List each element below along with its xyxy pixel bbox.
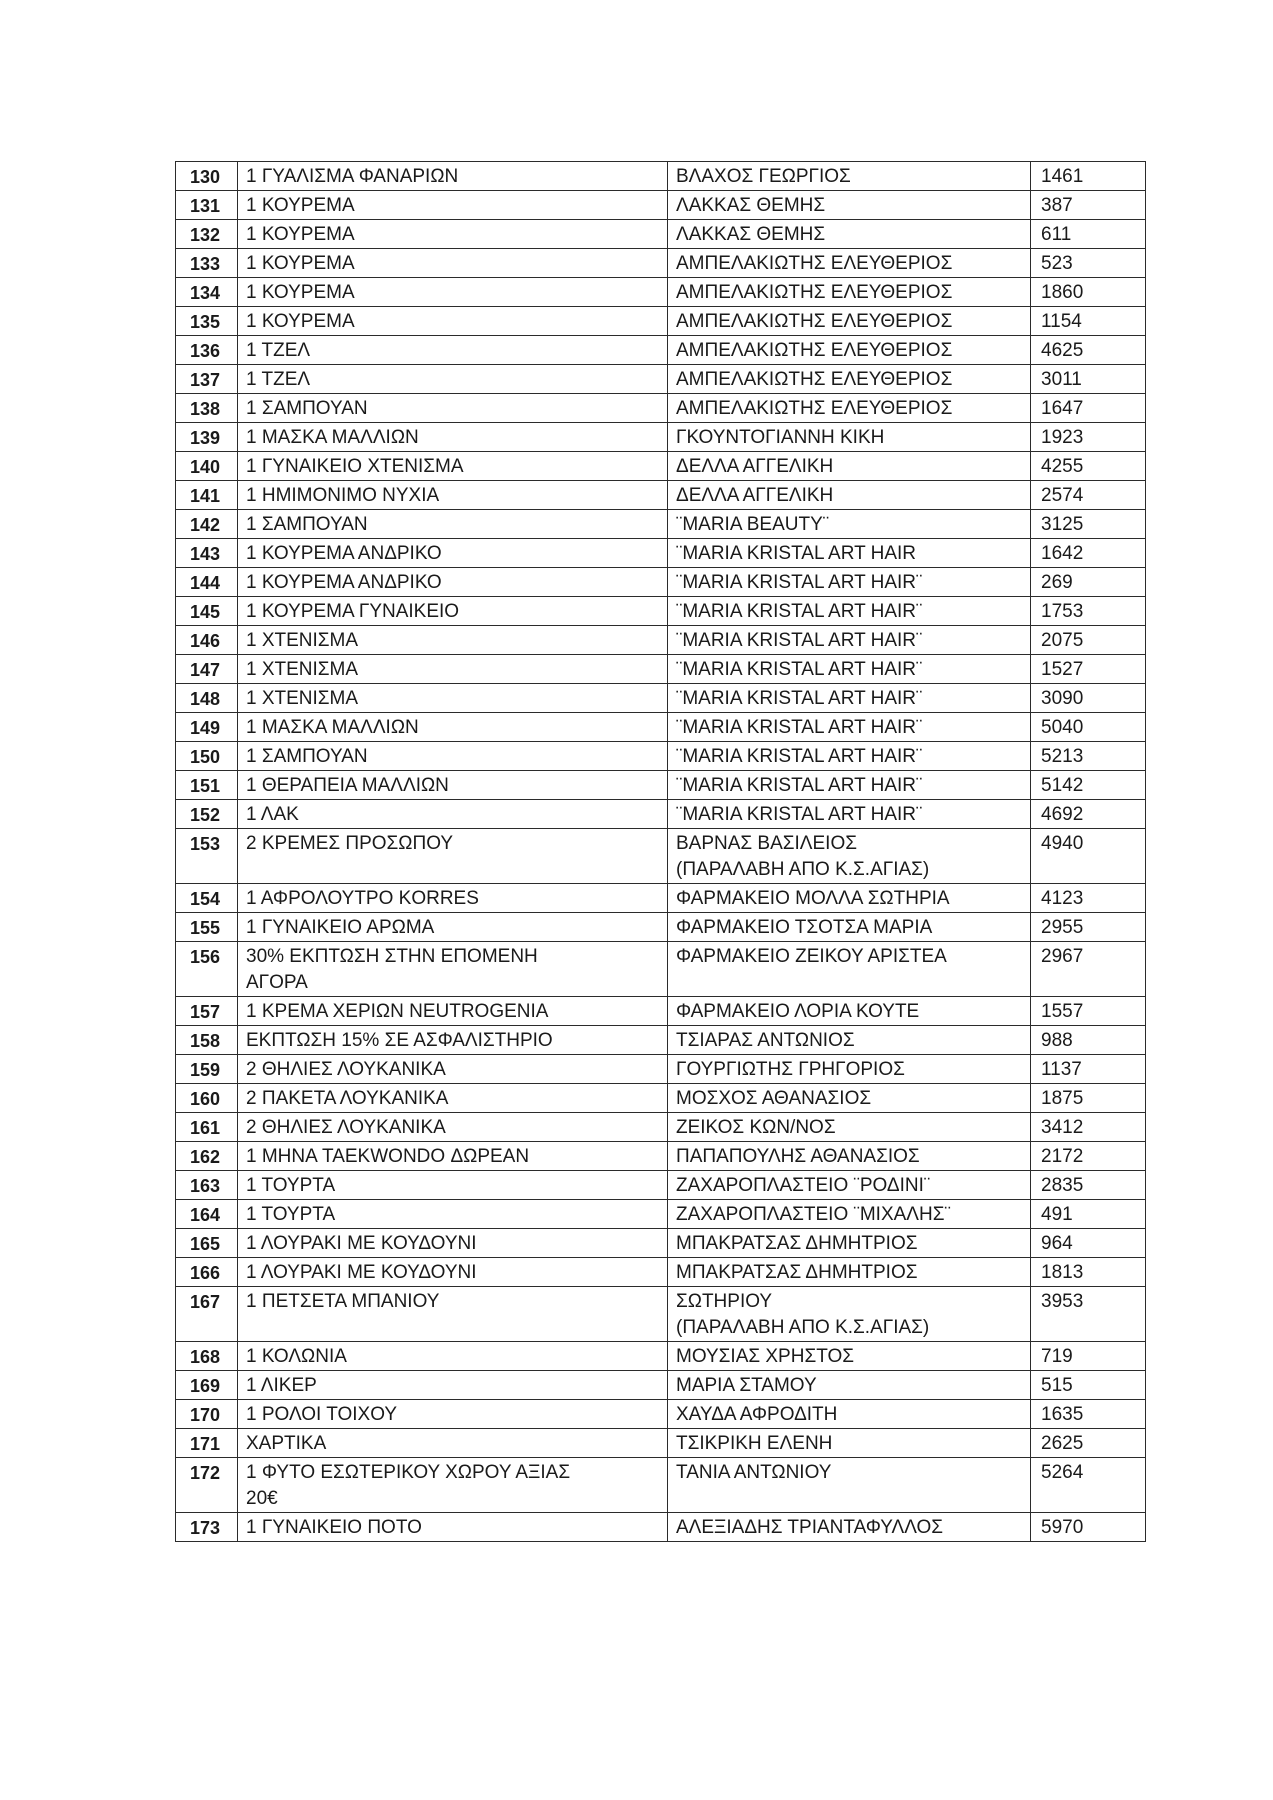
table-row: [176, 1113, 1146, 1142]
table-row: [176, 713, 1146, 742]
row-number: 170: [176, 1400, 238, 1429]
table-row: [176, 365, 1146, 394]
row-number: 131: [176, 191, 238, 220]
ticket-number: 1875: [1031, 1084, 1146, 1113]
sponsor-name: ΠΑΠΑΠΟΥΛΗΣ ΑΘΑΝΑΣΙΟΣ: [668, 1142, 1031, 1171]
sponsor-name: ¨MARIA KRISTAL ART HAIR¨: [668, 626, 1031, 655]
ticket-number: 1154: [1031, 307, 1146, 336]
ticket-number: 5970: [1031, 1513, 1146, 1542]
sponsor-name: ΦΑΡΜΑΚΕΙΟ ΜΟΛΛΑ ΣΩΤΗΡΙΑ: [668, 884, 1031, 913]
prize-item: 1 ΚΟΥΡΕΜΑ ΑΝΔΡΙΚΟ: [238, 568, 668, 597]
table-row: [176, 742, 1146, 771]
table-row: [176, 884, 1146, 913]
ticket-number: 611: [1031, 220, 1146, 249]
row-number: 132: [176, 220, 238, 249]
ticket-number: 491: [1031, 1200, 1146, 1229]
table-row: [176, 1084, 1146, 1113]
ticket-number: 988: [1031, 1026, 1146, 1055]
prize-item: 1 ΚΟΥΡΕΜΑ ΓΥΝΑΙΚΕΙΟ: [238, 597, 668, 626]
prize-item: 2 ΘΗΛΙΕΣ ΛΟΥΚΑΝΙΚΑ: [238, 1055, 668, 1084]
table-row: [176, 626, 1146, 655]
row-number: 155: [176, 913, 238, 942]
prize-item: 1 ΚΟΥΡΕΜΑ: [238, 249, 668, 278]
ticket-number: 4123: [1031, 884, 1146, 913]
table-row: [176, 1400, 1146, 1429]
table-row: [176, 1342, 1146, 1371]
ticket-number: 1557: [1031, 997, 1146, 1026]
row-number: 148: [176, 684, 238, 713]
ticket-number: 523: [1031, 249, 1146, 278]
ticket-number: 3412: [1031, 1113, 1146, 1142]
row-number: 133: [176, 249, 238, 278]
table-row: [176, 1171, 1146, 1200]
ticket-number: 2625: [1031, 1429, 1146, 1458]
table-row: [176, 539, 1146, 568]
ticket-number: 3125: [1031, 510, 1146, 539]
row-number: 146: [176, 626, 238, 655]
sponsor-name: ¨MARIA KRISTAL ART HAIR: [668, 539, 1031, 568]
sponsor-name: ΑΜΠΕΛΑΚΙΩΤΗΣ ΕΛΕΥΘΕΡΙΟΣ: [668, 394, 1031, 423]
row-number: 172: [176, 1458, 238, 1513]
prize-item: 1 ΚΟΥΡΕΜΑ ΑΝΔΡΙΚΟ: [238, 539, 668, 568]
table-row: [176, 800, 1146, 829]
table-row: [176, 568, 1146, 597]
row-number: 169: [176, 1371, 238, 1400]
sponsor-name: ¨MARIA KRISTAL ART HAIR¨: [668, 597, 1031, 626]
table-row: [176, 1055, 1146, 1084]
sponsor-name: ΖΕΙΚΟΣ ΚΩΝ/ΝΟΣ: [668, 1113, 1031, 1142]
prize-item: 1 ΧΤΕΝΙΣΜΑ: [238, 655, 668, 684]
sponsor-name: ΑΜΠΕΛΑΚΙΩΤΗΣ ΕΛΕΥΘΕΡΙΟΣ: [668, 249, 1031, 278]
table-row: [176, 481, 1146, 510]
row-number: 149: [176, 713, 238, 742]
sponsor-name: ΔΕΛΛΑ ΑΓΓΕΛΙΚΗ: [668, 452, 1031, 481]
row-number: 168: [176, 1342, 238, 1371]
sponsor-name: ΖΑΧΑΡΟΠΛΑΣΤΕΙΟ ¨ΡΟΔΙΝΙ¨: [668, 1171, 1031, 1200]
table-row: [176, 510, 1146, 539]
prize-item: 1 ΛΑΚ: [238, 800, 668, 829]
ticket-number: 387: [1031, 191, 1146, 220]
table-row: [176, 162, 1146, 191]
prize-table-body: [176, 162, 1146, 1542]
table-row: [176, 1258, 1146, 1287]
prize-table: [175, 161, 1146, 1542]
ticket-number: 3011: [1031, 365, 1146, 394]
ticket-number: 719: [1031, 1342, 1146, 1371]
sponsor-name: ΔΕΛΛΑ ΑΓΓΕΛΙΚΗ: [668, 481, 1031, 510]
ticket-number: 964: [1031, 1229, 1146, 1258]
table-row: [176, 278, 1146, 307]
prize-item: 1 ΑΦΡΟΛΟΥΤΡΟ KORRES: [238, 884, 668, 913]
prize-item: 1 ΚΟΥΡΕΜΑ: [238, 278, 668, 307]
prize-item: 1 ΛΟΥΡΑΚΙ ΜΕ ΚΟΥΔΟΥΝΙ: [238, 1258, 668, 1287]
prize-item: 2 ΚΡΕΜΕΣ ΠΡΟΣΩΠΟΥ: [238, 829, 668, 884]
sponsor-name: ΜΠΑΚΡΑΤΣΑΣ ΔΗΜΗΤΡΙΟΣ: [668, 1258, 1031, 1287]
sponsor-name: ΑΜΠΕΛΑΚΙΩΤΗΣ ΕΛΕΥΘΕΡΙΟΣ: [668, 336, 1031, 365]
prize-item: 1 ΛΙΚΕΡ: [238, 1371, 668, 1400]
table-row: [176, 1026, 1146, 1055]
table-row: [176, 452, 1146, 481]
prize-item: 1 ΜΑΣΚΑ ΜΑΛΛΙΩΝ: [238, 423, 668, 452]
prize-item: 2 ΠΑΚΕΤΑ ΛΟΥΚΑΝΙΚΑ: [238, 1084, 668, 1113]
table-row: [176, 249, 1146, 278]
row-number: 140: [176, 452, 238, 481]
sponsor-name: ΑΜΠΕΛΑΚΙΩΤΗΣ ΕΛΕΥΘΕΡΙΟΣ: [668, 365, 1031, 394]
ticket-number: 1527: [1031, 655, 1146, 684]
row-number: 171: [176, 1429, 238, 1458]
row-number: 164: [176, 1200, 238, 1229]
sponsor-name: ¨MARIA KRISTAL ART HAIR¨: [668, 684, 1031, 713]
ticket-number: 2574: [1031, 481, 1146, 510]
row-number: 134: [176, 278, 238, 307]
row-number: 147: [176, 655, 238, 684]
prize-item: 1 ΛΟΥΡΑΚΙ ΜΕ ΚΟΥΔΟΥΝΙ: [238, 1229, 668, 1258]
table-row: [176, 1513, 1146, 1542]
row-number: 159: [176, 1055, 238, 1084]
sponsor-name: ¨MARIA BEAUTY¨: [668, 510, 1031, 539]
ticket-number: 1635: [1031, 1400, 1146, 1429]
row-number: 144: [176, 568, 238, 597]
prize-item: 1 ΘΕΡΑΠΕΙΑ ΜΑΛΛΙΩΝ: [238, 771, 668, 800]
ticket-number: 1137: [1031, 1055, 1146, 1084]
sponsor-name: ΛΑΚΚΑΣ ΘΕΜΗΣ: [668, 220, 1031, 249]
table-row: [176, 597, 1146, 626]
sponsor-name: ΒΛΑΧΟΣ ΓΕΩΡΓΙΟΣ: [668, 162, 1031, 191]
row-number: 141: [176, 481, 238, 510]
table-row: [176, 913, 1146, 942]
prize-item: 1 ΤΟΥΡΤΑ: [238, 1171, 668, 1200]
ticket-number: 5213: [1031, 742, 1146, 771]
prize-item: 1 ΠΕΤΣΕΤΑ ΜΠΑΝΙΟΥ: [238, 1287, 668, 1342]
ticket-number: 1860: [1031, 278, 1146, 307]
table-row: [176, 684, 1146, 713]
sponsor-name: ΤΣΙΑΡΑΣ ΑΝΤΩΝΙΟΣ: [668, 1026, 1031, 1055]
ticket-number: 4625: [1031, 336, 1146, 365]
row-number: 143: [176, 539, 238, 568]
sponsor-name: ¨MARIA KRISTAL ART HAIR¨: [668, 713, 1031, 742]
ticket-number: 4940: [1031, 829, 1146, 884]
row-number: 161: [176, 1113, 238, 1142]
row-number: 162: [176, 1142, 238, 1171]
ticket-number: 1923: [1031, 423, 1146, 452]
sponsor-name: ΜΟΥΣΙΑΣ ΧΡΗΣΤΟΣ: [668, 1342, 1031, 1371]
prize-item: 1 ΦΥΤΟ ΕΣΩΤΕΡΙΚΟΥ ΧΩΡΟΥ ΑΞΙΑΣ 20€: [238, 1458, 668, 1513]
ticket-number: 4692: [1031, 800, 1146, 829]
sponsor-name: ΜΟΣΧΟΣ ΑΘΑΝΑΣΙΟΣ: [668, 1084, 1031, 1113]
table-row: [176, 423, 1146, 452]
table-row: [176, 771, 1146, 800]
sponsor-name: ¨MARIA KRISTAL ART HAIR¨: [668, 655, 1031, 684]
prize-item: 1 ΤΟΥΡΤΑ: [238, 1200, 668, 1229]
row-number: 167: [176, 1287, 238, 1342]
row-number: 151: [176, 771, 238, 800]
table-row: [176, 1371, 1146, 1400]
ticket-number: 1647: [1031, 394, 1146, 423]
prize-item: 1 ΜΗΝΑ TAEKWONDO ΔΩΡΕΑΝ: [238, 1142, 668, 1171]
prize-item: 1 ΓΥΑΛΙΣΜΑ ΦΑΝΑΡΙΩΝ: [238, 162, 668, 191]
prize-item: 1 ΚΡΕΜΑ ΧΕΡΙΩΝ NEUTROGENIA: [238, 997, 668, 1026]
table-row: [176, 942, 1146, 997]
prize-item: 1 ΤΖΕΛ: [238, 365, 668, 394]
prize-item: 1 ΣΑΜΠΟΥΑΝ: [238, 394, 668, 423]
sponsor-name: ¨MARIA KRISTAL ART HAIR¨: [668, 568, 1031, 597]
prize-item: 1 ΗΜΙΜΟΝΙΜΟ ΝΥΧΙΑ: [238, 481, 668, 510]
row-number: 157: [176, 997, 238, 1026]
ticket-number: 5264: [1031, 1458, 1146, 1513]
sponsor-name: ΦΑΡΜΑΚΕΙΟ ΛΟΡΙΑ ΚΟΥΤΕ: [668, 997, 1031, 1026]
sponsor-name: ΜΑΡΙΑ ΣΤΑΜΟΥ: [668, 1371, 1031, 1400]
row-number: 137: [176, 365, 238, 394]
sponsor-name: ΦΑΡΜΑΚΕΙΟ ΖΕΙΚΟΥ ΑΡΙΣΤΕΑ: [668, 942, 1031, 997]
sponsor-name: ΛΑΚΚΑΣ ΘΕΜΗΣ: [668, 191, 1031, 220]
prize-item: 1 ΡΟΛΟΙ ΤΟΙΧΟΥ: [238, 1400, 668, 1429]
prize-item: 1 ΚΟΛΩΝΙΑ: [238, 1342, 668, 1371]
sponsor-name: ¨MARIA KRISTAL ART HAIR¨: [668, 800, 1031, 829]
row-number: 173: [176, 1513, 238, 1542]
row-number: 160: [176, 1084, 238, 1113]
table-row: [176, 1200, 1146, 1229]
row-number: 139: [176, 423, 238, 452]
row-number: 154: [176, 884, 238, 913]
row-number: 163: [176, 1171, 238, 1200]
prize-item: ΧΑΡΤΙΚΑ: [238, 1429, 668, 1458]
prize-item: 30% ΕΚΠΤΩΣΗ ΣΤΗΝ ΕΠΟΜΕΝΗ ΑΓΟΡΑ: [238, 942, 668, 997]
row-number: 142: [176, 510, 238, 539]
ticket-number: 1461: [1031, 162, 1146, 191]
sponsor-name: ¨MARIA KRISTAL ART HAIR¨: [668, 742, 1031, 771]
ticket-number: 2835: [1031, 1171, 1146, 1200]
prize-item: 1 ΚΟΥΡΕΜΑ: [238, 220, 668, 249]
ticket-number: 5142: [1031, 771, 1146, 800]
row-number: 150: [176, 742, 238, 771]
ticket-number: 1753: [1031, 597, 1146, 626]
table-row: [176, 1229, 1146, 1258]
ticket-number: 2172: [1031, 1142, 1146, 1171]
table-row: [176, 655, 1146, 684]
prize-item: 1 ΧΤΕΝΙΣΜΑ: [238, 626, 668, 655]
ticket-number: 4255: [1031, 452, 1146, 481]
sponsor-name: ΑΜΠΕΛΑΚΙΩΤΗΣ ΕΛΕΥΘΕΡΙΟΣ: [668, 307, 1031, 336]
prize-item: 1 ΣΑΜΠΟΥΑΝ: [238, 510, 668, 539]
row-number: 138: [176, 394, 238, 423]
ticket-number: 2967: [1031, 942, 1146, 997]
sponsor-name: ΤΣΙΚΡΙΚΗ ΕΛΕΝΗ: [668, 1429, 1031, 1458]
row-number: 158: [176, 1026, 238, 1055]
prize-item: 1 ΚΟΥΡΕΜΑ: [238, 191, 668, 220]
ticket-number: 3953: [1031, 1287, 1146, 1342]
table-row: [176, 191, 1146, 220]
row-number: 165: [176, 1229, 238, 1258]
prize-item: 1 ΤΖΕΛ: [238, 336, 668, 365]
ticket-number: 1642: [1031, 539, 1146, 568]
ticket-number: 269: [1031, 568, 1146, 597]
table-row: [176, 997, 1146, 1026]
table-row: [176, 1458, 1146, 1513]
sponsor-name: ΦΑΡΜΑΚΕΙΟ ΤΣΟΤΣΑ ΜΑΡΙΑ: [668, 913, 1031, 942]
sponsor-name: ΒΑΡΝΑΣ ΒΑΣΙΛΕΙΟΣ (ΠΑΡΑΛΑΒΗ ΑΠΟ Κ.Σ.ΑΓΙΑΣ): [668, 829, 1031, 884]
ticket-number: 2075: [1031, 626, 1146, 655]
prize-item: 1 ΚΟΥΡΕΜΑ: [238, 307, 668, 336]
row-number: 130: [176, 162, 238, 191]
sponsor-name: ΓΚΟΥΝΤΟΓΙΑΝΝΗ ΚΙΚΗ: [668, 423, 1031, 452]
row-number: 152: [176, 800, 238, 829]
table-row: [176, 307, 1146, 336]
sponsor-name: ΑΜΠΕΛΑΚΙΩΤΗΣ ΕΛΕΥΘΕΡΙΟΣ: [668, 278, 1031, 307]
table-row: [176, 829, 1146, 884]
table-row: [176, 1142, 1146, 1171]
ticket-number: 2955: [1031, 913, 1146, 942]
sponsor-name: ΣΩΤΗΡΙΟΥ (ΠΑΡΑΛΑΒΗ ΑΠΟ Κ.Σ.ΑΓΙΑΣ): [668, 1287, 1031, 1342]
prize-item: 2 ΘΗΛΙΕΣ ΛΟΥΚΑΝΙΚΑ: [238, 1113, 668, 1142]
table-row: [176, 336, 1146, 365]
ticket-number: 1813: [1031, 1258, 1146, 1287]
prize-item: 1 ΣΑΜΠΟΥΑΝ: [238, 742, 668, 771]
prize-item: 1 ΜΑΣΚΑ ΜΑΛΛΙΩΝ: [238, 713, 668, 742]
prize-item: 1 ΓΥΝΑΙΚΕΙΟ ΧΤΕΝΙΣΜΑ: [238, 452, 668, 481]
sponsor-name: ΓΟΥΡΓΙΩΤΗΣ ΓΡΗΓΟΡΙΟΣ: [668, 1055, 1031, 1084]
sponsor-name: ΜΠΑΚΡΑΤΣΑΣ ΔΗΜΗΤΡΙΟΣ: [668, 1229, 1031, 1258]
row-number: 153: [176, 829, 238, 884]
table-row: [176, 220, 1146, 249]
prize-item: 1 ΧΤΕΝΙΣΜΑ: [238, 684, 668, 713]
table-row: [176, 1429, 1146, 1458]
sponsor-name: ΖΑΧΑΡΟΠΛΑΣΤΕΙΟ ¨ΜΙΧΑΛΗΣ¨: [668, 1200, 1031, 1229]
sponsor-name: ΑΛΕΞΙΑΔΗΣ ΤΡΙΑΝΤΑΦΥΛΛΟΣ: [668, 1513, 1031, 1542]
sponsor-name: ΧΑΥΔΑ ΑΦΡΟΔΙΤΗ: [668, 1400, 1031, 1429]
row-number: 145: [176, 597, 238, 626]
ticket-number: 5040: [1031, 713, 1146, 742]
prize-item: 1 ΓΥΝΑΙΚΕΙΟ ΠΟΤΟ: [238, 1513, 668, 1542]
sponsor-name: ¨MARIA KRISTAL ART HAIR¨: [668, 771, 1031, 800]
sponsor-name: ΤΑΝΙΑ ΑΝΤΩΝΙΟΥ: [668, 1458, 1031, 1513]
table-row: [176, 394, 1146, 423]
table-row: [176, 1287, 1146, 1342]
ticket-number: 3090: [1031, 684, 1146, 713]
row-number: 135: [176, 307, 238, 336]
row-number: 136: [176, 336, 238, 365]
row-number: 156: [176, 942, 238, 997]
prize-item: ΕΚΠΤΩΣΗ 15% ΣΕ ΑΣΦΑΛΙΣΤΗΡΙΟ: [238, 1026, 668, 1055]
ticket-number: 515: [1031, 1371, 1146, 1400]
row-number: 166: [176, 1258, 238, 1287]
prize-item: 1 ΓΥΝΑΙΚΕΙΟ ΑΡΩΜΑ: [238, 913, 668, 942]
